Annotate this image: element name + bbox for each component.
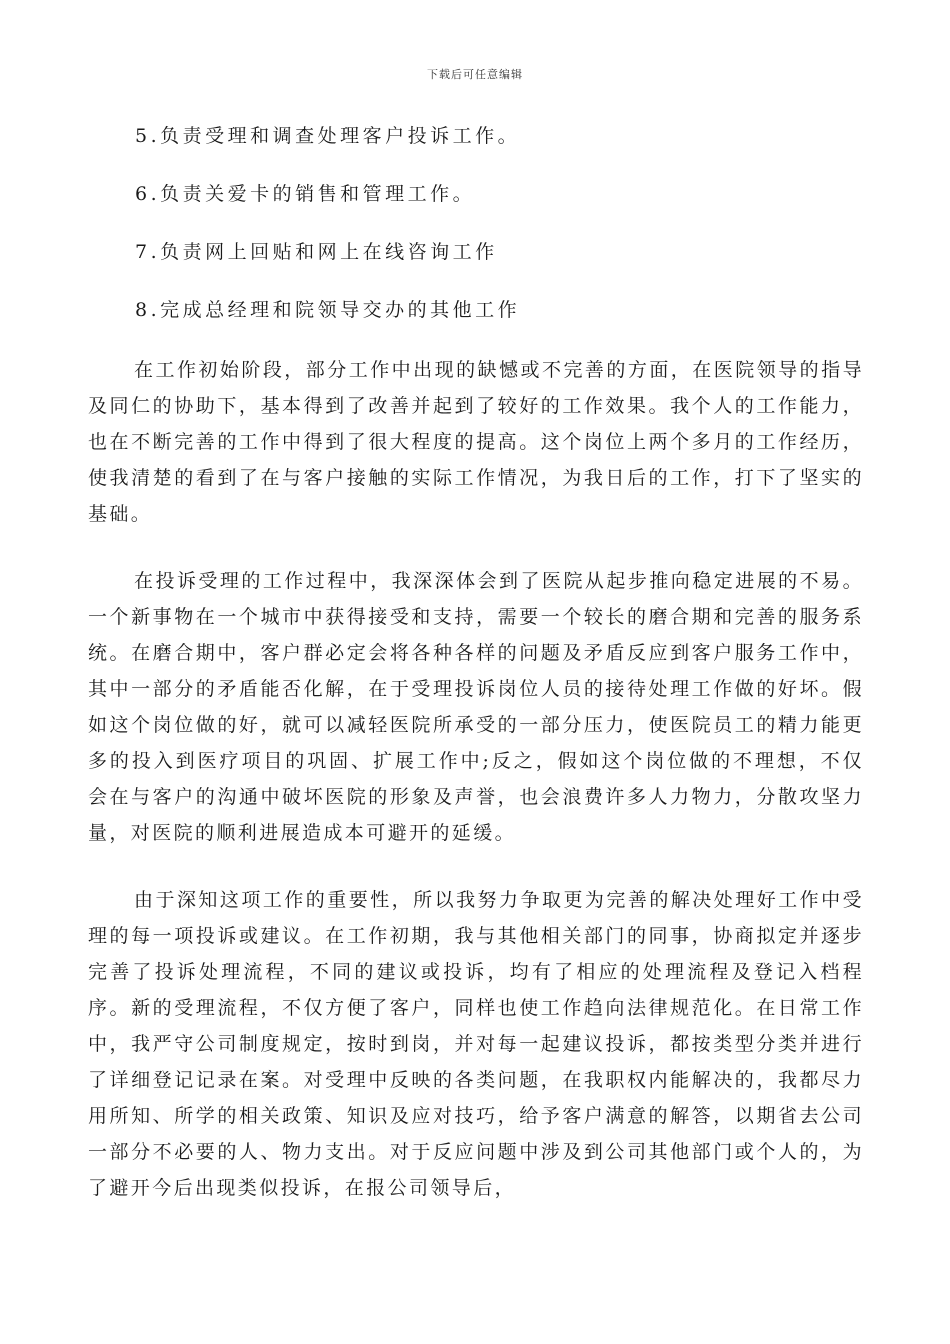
list-item: 8.完成总经理和院领导交办的其他工作 <box>135 299 521 321</box>
body-paragraph: 在投诉受理的工作过程中，我深深体会到了医院从起步推向稳定进展的不易。一个新事物在一个城市中获得接受和支持，需要一个较长的磨合期和完善的服务系统。在磨合期中，客户群必定会将各种各样的问题及矛盾反应到客户服务工作中，其中一部分的矛盾能否化解，在于受理投诉岗位人员的接待处理工作做的好坏。假如这个岗位做的好，就可以减轻医院所承受的一部分压力，使医院员工的精力能更多的投入到医疗项目的巩固、扩展工作中;反之，假如这个岗位做的不理想，不仅会在与客户的沟通中破坏医院的形象及声誉，也会浪费许多人力物力，分散攻坚力量，对医院的顺利进展造成本可避开的延缓。 <box>88 570 864 844</box>
list-item: 7.负责网上回贴和网上在线咨询工作 <box>135 241 498 263</box>
duty-list <box>135 118 520 350</box>
list-item: 6.负责关爱卡的销售和管理工作。 <box>135 183 476 205</box>
body-paragraph: 在工作初始阶段，部分工作中出现的缺憾或不完善的方面，在医院领导的指导及同仁的协助下，基本得到了改善并起到了较好的工作效果。我个人的工作能力，也在不断完善的工作中得到了很大程度的提高。这个岗位上两个多月的工作经历，使我清楚的看到了在与客户接触的实际工作情况，为我日后的工作，打下了坚实的基础。 <box>88 359 864 525</box>
body-paragraph: 由于深知这项工作的重要性，所以我努力争取更为完善的解决处理好工作中受理的每一项投诉或建议。在工作初期，我与其他相关部门的同事，协商拟定并逐步完善了投诉处理流程，不同的建议或投诉，均有了相应的处理流程及登记入档程序。新的受理流程，不仅方便了客户，同样也使工作趋向法律规范化。在日常工作中，我严守公司制度规定，按时到岗，并对每一起建议投诉，都按类型分类并进行了详细登记记录在案。对受理中反映的各类问题，在我职权内能解决的，我都尽力用所知、所学的相关政策、知识及应对技巧，给予客户满意的解答，以期省去公司一部分不必要的人、物力支出。对于反应问题中涉及到公司其他部门或个人的，为了避开今后出现类似投诉，在报公司领导后， <box>88 889 864 1199</box>
list-item: 5.负责受理和调查处理客户投诉工作。 <box>135 125 521 147</box>
page-header: 下载后可任意编辑 <box>427 68 523 81</box>
